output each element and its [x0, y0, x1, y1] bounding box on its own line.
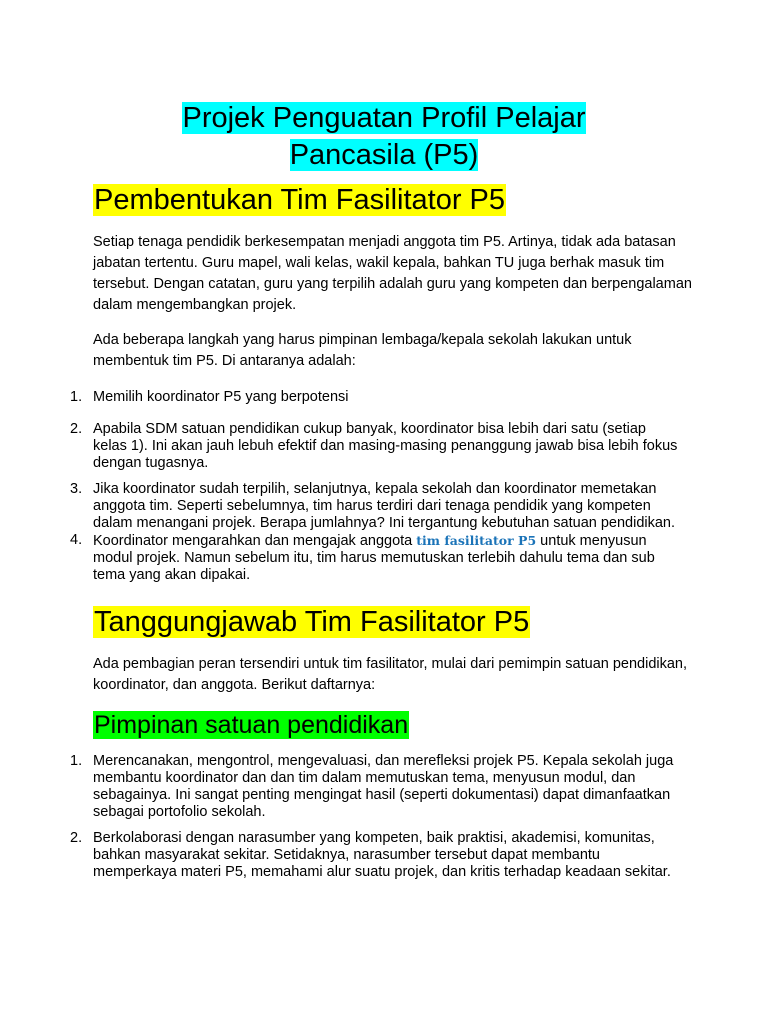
paragraph-steps-intro: Ada beberapa langkah yang harus pimpinan lembaga/kepala sekolah lakukan untuk membentuk tim P5. Di antaranya adalah:	[93, 332, 632, 369]
subsection-heading-pimpinan: Pimpinan satuan pendidikan	[94, 711, 409, 739]
paragraph-intro: Setiap tenaga pendidik berkesempatan menjadi anggota tim P5. Artinya, tidak ada batasan jabatan tertentu. Guru mapel, wali kelas, wakil kepala, bahkan TU juga berhak masuk tim tersebut. Dengan catatan, guru yang terpilih adalah guru yang kompeten dan berpengalaman dalam mengembangkan projek.	[93, 234, 692, 313]
list-item: 1. Merencanakan, mengontrol, mengevaluasi, dan merefleksi projek P5. Kepala sekolah juga membantu koordinator dan dan tim dalam memutuskan tema, menyusun modul, dan sebagainya. Ini sangat penting mengingat hasil (seperti dokumentasi) dapat dimanfaatkan sebagai portofolio sekolah.	[70, 753, 674, 820]
section-heading-tanggungjawab: Tanggungjawab Tim Fasilitator P5	[94, 606, 530, 638]
section-heading-pembentukan: Pembentukan Tim Fasilitator P5	[94, 184, 506, 216]
list-item: 2. Berkolaborasi dengan narasumber yang kompeten, baik praktisi, akademisi, komunitas, bahkan masyarakat sekitar. Setidaknya, narasumber tersebut dapat membantu memperkaya materi P5, memahami alur suatu projek, dan kritis terhadap keadaan sekitar.	[70, 830, 671, 880]
title-line-1: Projek Penguatan Profil Pelajar	[182, 102, 586, 134]
steps-list	[0, 389, 768, 584]
title-line-2: Pancasila (P5)	[289, 139, 479, 171]
list-item: 4. Koordinator mengarahkan dan mengajak anggota tim fasilitator P5 untuk menyusun modul projek. Namun sebelum itu, tim harus memutuskan terlebih dahulu tema dan sub tema yang akan dipakai.	[70, 532, 655, 583]
list-item: 3. Jika koordinator sudah terpilih, selanjutnya, kepala sekolah dan koordinator memetakan anggota tim. Seperti sebelumnya, tim harus terdiri dari tenaga pendidik yang kompeten dalam menangani projek. Berapa jumlahnya? Ini tergantung kebutuhan satuan pendidikan.	[70, 481, 676, 531]
tim-fasilitator-link[interactable]: tim fasilitator P5	[416, 533, 537, 548]
pimpinan-list	[0, 753, 768, 881]
list-item: 2. Apabila SDM satuan pendidikan cukup banyak, koordinator bisa lebih dari satu (setiap kelas 1). Ini akan jauh lebuh efektif dan masing-masing penanggung jawab bisa lebih fokus dengan tugasnya.	[70, 421, 678, 471]
document-title	[0, 100, 768, 174]
list-item: 1. Memilih koordinator P5 yang berpotensi	[70, 389, 349, 405]
paragraph-peran: Ada pembagian peran tersendiri untuk tim fasilitator, mulai dari pemimpin satuan pendidikan, koordinator, dan anggota. Berikut daftarnya:	[93, 656, 688, 693]
